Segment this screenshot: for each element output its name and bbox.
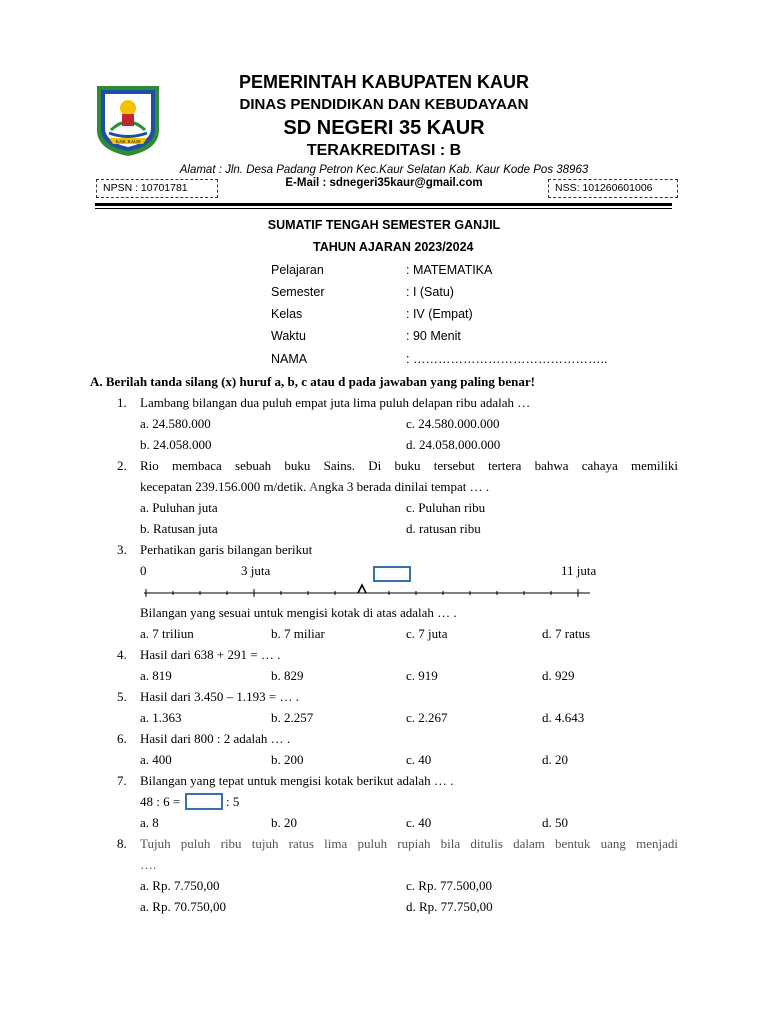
question-3-option-c[interactable]: c. 7 juta bbox=[406, 626, 448, 641]
info-label-semester: Semester bbox=[271, 285, 325, 299]
question-7-equation-left: 48 : 6 = bbox=[140, 794, 181, 809]
header-email: E-Mail : sdnegeri35kaur@gmail.com bbox=[285, 177, 483, 189]
info-value-subject: : MATEMATIKA bbox=[406, 263, 493, 277]
question-3-text: Perhatikan garis bilangan berikut bbox=[140, 542, 313, 557]
question-5-text: Hasil dari 3.450 – 1.193 = … . bbox=[140, 689, 299, 704]
question-2-option-b[interactable]: b. Ratusan juta bbox=[140, 521, 218, 536]
header-divider-thick bbox=[95, 203, 672, 206]
header-school-name: SD NEGERI 35 KAUR bbox=[283, 117, 485, 139]
info-label-name: NAMA bbox=[271, 352, 308, 366]
question-4-text: Hasil dari 638 + 291 = … . bbox=[140, 647, 281, 662]
header-accreditation: TERAKREDITASI : B bbox=[306, 142, 462, 159]
question-3-option-a[interactable]: a. 7 triliun bbox=[140, 626, 194, 641]
info-value-time: : 90 Menit bbox=[406, 329, 461, 343]
numberline-label-11-juta: 11 juta bbox=[561, 563, 597, 578]
question-3-option-d[interactable]: d. 7 ratus bbox=[542, 626, 591, 641]
question-2-text-part1: kecepatan 239.156.000 m/detik. bbox=[140, 479, 309, 494]
section-a-instruction: A. Berilah tanda silang (x) huruf a, b, c atau d pada jawaban yang paling benar! bbox=[90, 374, 535, 389]
question-1-option-a[interactable]: a. 24.580.000 bbox=[140, 416, 211, 431]
question-1-number: 1. bbox=[117, 395, 127, 410]
question-8-option-b[interactable]: a. Rp. 70.750,00 bbox=[140, 899, 226, 914]
question-8-option-c[interactable]: c. Rp. 77.500,00 bbox=[406, 878, 492, 893]
question-1-option-c[interactable]: c. 24.580.000.000 bbox=[406, 416, 500, 431]
question-8-option-d[interactable]: d. Rp. 77.750,00 bbox=[406, 899, 493, 914]
exam-year: TAHUN AJARAN 2023/2024 bbox=[313, 240, 474, 254]
question-1-option-d[interactable]: d. 24.058.000.000 bbox=[406, 437, 501, 452]
info-label-subject: Pelajaran bbox=[271, 263, 324, 277]
question-7-option-c[interactable]: c. 40 bbox=[406, 815, 432, 830]
header-divider-thin bbox=[95, 208, 672, 209]
numberline-answer-box[interactable] bbox=[373, 566, 411, 582]
info-label-class: Kelas bbox=[271, 307, 303, 321]
npsn-box: NPSN : 10701781 bbox=[96, 179, 218, 198]
question-4-option-a[interactable]: a. 819 bbox=[140, 668, 172, 683]
question-8-number: 8. bbox=[117, 836, 127, 851]
header-department: DINAS PENDIDIKAN DAN KEBUDAYAAN bbox=[239, 96, 529, 113]
question-7-option-d[interactable]: d. 50 bbox=[542, 815, 568, 830]
question-3-number: 3. bbox=[117, 542, 127, 557]
info-value-semester: : I (Satu) bbox=[406, 285, 454, 299]
numberline-label-0: 0 bbox=[140, 563, 147, 578]
question-5-option-a[interactable]: a. 1.363 bbox=[140, 710, 182, 725]
question-6-text: Hasil dari 800 : 2 adalah … . bbox=[140, 731, 291, 746]
question-5-option-b[interactable]: b. 2.257 bbox=[271, 710, 314, 725]
question-2-option-c[interactable]: c. Puluhan ribu bbox=[406, 500, 486, 515]
question-7-number: 7. bbox=[117, 773, 127, 788]
question-2-option-d[interactable]: d. ratusan ribu bbox=[406, 521, 481, 536]
question-2-number: 2. bbox=[117, 458, 127, 473]
logo-ribbon-text: KAB. KAUR bbox=[115, 139, 141, 144]
question-8-text-line2: …. bbox=[140, 857, 157, 872]
exam-title: SUMATIF TENGAH SEMESTER GANJIL bbox=[267, 218, 501, 232]
question-4-option-b[interactable]: b. 829 bbox=[271, 668, 304, 683]
question-1-option-b[interactable]: b. 24.058.000 bbox=[140, 437, 212, 452]
info-value-name: : ……………………………………….. bbox=[406, 352, 608, 366]
info-value-class: : IV (Empat) bbox=[406, 307, 473, 321]
question-6-option-a[interactable]: a. 400 bbox=[140, 752, 172, 767]
question-8-option-a[interactable]: a. Rp. 7.750,00 bbox=[140, 878, 220, 893]
question-7-option-b[interactable]: b. 20 bbox=[271, 815, 297, 830]
question-4-number: 4. bbox=[117, 647, 127, 662]
question-2-option-a[interactable]: a. Puluhan juta bbox=[140, 500, 218, 515]
question-2-text-line1: Rio membaca sebuah buku Sains. Di buku tersebut tertera bahwa cahaya memiliki bbox=[140, 458, 678, 473]
question-2-text-gray-letter: A bbox=[308, 479, 319, 494]
question-3-option-b[interactable]: b. 7 miliar bbox=[271, 626, 325, 641]
question-6-option-b[interactable]: b. 200 bbox=[271, 752, 304, 767]
numberline-label-3-juta: 3 juta bbox=[241, 563, 271, 578]
question-7-answer-box[interactable] bbox=[185, 793, 223, 810]
nss-box: NSS: 101260601006 bbox=[548, 179, 678, 198]
question-6-number: 6. bbox=[117, 731, 127, 746]
question-2-text-line2 bbox=[140, 479, 489, 495]
question-6-option-c[interactable]: c. 40 bbox=[406, 752, 432, 767]
question-6-option-d[interactable]: d. 20 bbox=[542, 752, 568, 767]
question-7-equation-right: : 5 bbox=[226, 794, 240, 809]
question-8-text-line1: Tujuh puluh ribu tujuh ratus lima puluh rupiah bila ditulis dalam bentuk uang menjadi bbox=[140, 836, 678, 851]
number-line bbox=[140, 582, 600, 602]
question-5-number: 5. bbox=[117, 689, 127, 704]
question-5-option-d[interactable]: d. 4.643 bbox=[542, 710, 585, 725]
question-2-text-part2: ngka 3 berada dinilai tempat … . bbox=[318, 479, 490, 494]
info-label-time: Waktu bbox=[271, 329, 306, 343]
header-address: Alamat : Jln. Desa Padang Petron Kec.Kaur Selatan Kab. Kaur Kode Pos 38963 bbox=[179, 164, 589, 176]
header-government: PEMERINTAH KABUPATEN KAUR bbox=[239, 72, 529, 92]
question-4-option-c[interactable]: c. 919 bbox=[406, 668, 438, 683]
question-7-option-a[interactable]: a. 8 bbox=[140, 815, 159, 830]
question-7-text: Bilangan yang tepat untuk mengisi kotak berikut adalah … . bbox=[140, 773, 454, 788]
question-3-followup: Bilangan yang sesuai untuk mengisi kotak di atas adalah … . bbox=[140, 605, 457, 620]
question-5-option-c[interactable]: c. 2.267 bbox=[406, 710, 448, 725]
question-1-text: Lambang bilangan dua puluh empat juta lima puluh delapan ribu adalah … bbox=[140, 395, 531, 410]
question-4-option-d[interactable]: d. 929 bbox=[542, 668, 575, 683]
